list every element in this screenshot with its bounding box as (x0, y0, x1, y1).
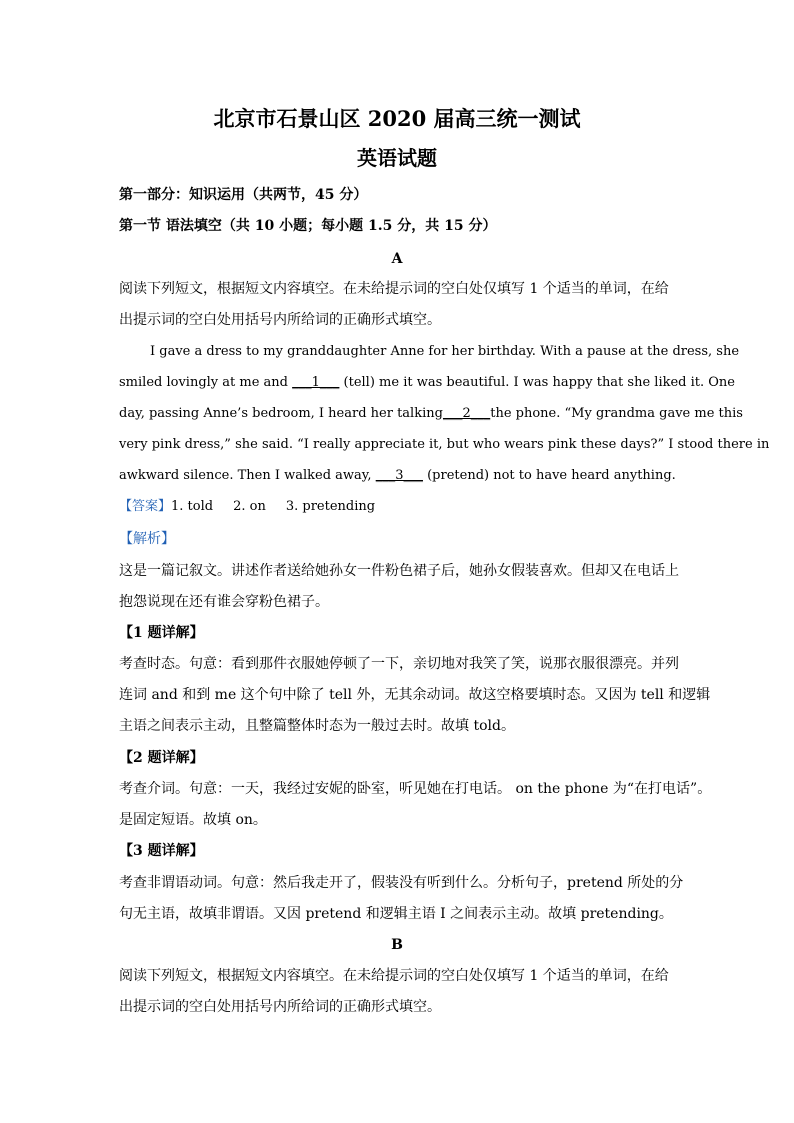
q2-detail-line-2: 是固定短语。故填 on。 (119, 812, 267, 828)
passage-text: (pretend) not to have heard anything. (422, 468, 676, 483)
blank-2: ___2___ (442, 406, 491, 421)
passage-a-instruction-2: 出提示词的空白处用括号内所给词的正确形式填空。 (119, 312, 441, 328)
part-heading: 第一部分：知识运用（共两节，45 分） (119, 187, 368, 203)
passage-text: awkward silence. Then I walked away, (119, 468, 376, 483)
q1-detail-label: 【1 题详解】 (119, 625, 204, 641)
section-heading: 第一节 语法填空（共 10 小题；每小题 1.5 分，共 15 分） (119, 218, 497, 234)
q1-detail-line-2: 连词 and 和到 me 这个句中除了 tell 外，无其余动词。故这空格要填时态。又因为 tell 和逻辑 (119, 687, 711, 703)
passage-a-line-4: very pink dress,” she said. “I really appreciate it, but who wears pink these days?” I stood there in (119, 437, 770, 452)
passage-a-line-5 (119, 467, 676, 485)
blank-1: ___1___ (292, 375, 340, 390)
passage-b-label: B (391, 937, 403, 953)
q3-detail-line-1: 考查非谓语动词。句意：然后我走开了，假装没有听到什么。分析句子，pretend 所处的分 (119, 875, 684, 891)
passage-b-instruction-2: 出提示词的空白处用括号内所给词的正确形式填空。 (119, 999, 441, 1015)
passage-a-line-3 (119, 405, 743, 423)
q3-detail-label: 【3 题详解】 (119, 843, 204, 859)
passage-a-line-2 (119, 374, 735, 392)
answer-item: 3. pretending (285, 499, 376, 514)
answer-label: 【答案】 (119, 499, 172, 514)
passage-a-label: A (391, 251, 403, 267)
analysis-summary-1: 这是一篇记叙文。讲述作者送给她孙女一件粉色裙子后，她孙女假装喜欢。但却又在电话上 (119, 563, 679, 579)
q1-detail-line-3: 主语之间表示主动，且整篇整体时态为一般过去时。故填 told。 (119, 718, 515, 734)
passage-a-instruction-1: 阅读下列短文，根据短文内容填空。在未给提示词的空白处仅填写 1 个适当的单词，在给 (119, 281, 669, 297)
passage-text: the phone. “My grandma gave me this (490, 406, 743, 421)
blank-3: ___3___ (375, 468, 423, 483)
q2-detail-label: 【2 题详解】 (119, 750, 204, 766)
answer-item: 2. on (233, 499, 266, 514)
answer-row (119, 498, 375, 516)
document-title: 北京市石景山区 2020 届高三统一测试 (213, 106, 581, 131)
passage-text: day, passing Anne’s bedroom, I heard her talking (119, 406, 443, 421)
document-subtitle: 英语试题 (357, 146, 437, 170)
answer-item: 1. told (171, 499, 214, 514)
passage-text: smiled lovingly at me and (119, 375, 293, 390)
passage-b-instruction-1: 阅读下列短文，根据短文内容填空。在未给提示词的空白处仅填写 1 个适当的单词，在给 (119, 968, 669, 984)
q3-detail-line-2: 句无主语，故填非谓语。又因 pretend 和逻辑主语 I 之间表示主动。故填 pretending。 (119, 906, 673, 922)
passage-text: (tell) me it was beautiful. I was happy that she liked it. One (339, 375, 735, 390)
q2-detail-line-1: 考查介词。句意：一天，我经过安妮的卧室，听见她在打电话。 on the phone 为“在打电话”。 (119, 781, 712, 797)
passage-a-line-1: I gave a dress to my granddaughter Anne for her birthday. With a pause at the dress, she (150, 344, 740, 359)
analysis-summary-2: 抱怨说现在还有谁会穿粉色裙子。 (119, 594, 329, 610)
q1-detail-line-1: 考查时态。句意：看到那件衣服她停顿了一下，亲切地对我笑了笑，说那衣服很漂亮。并列 (119, 656, 679, 672)
analysis-label: 【解析】 (119, 531, 175, 547)
